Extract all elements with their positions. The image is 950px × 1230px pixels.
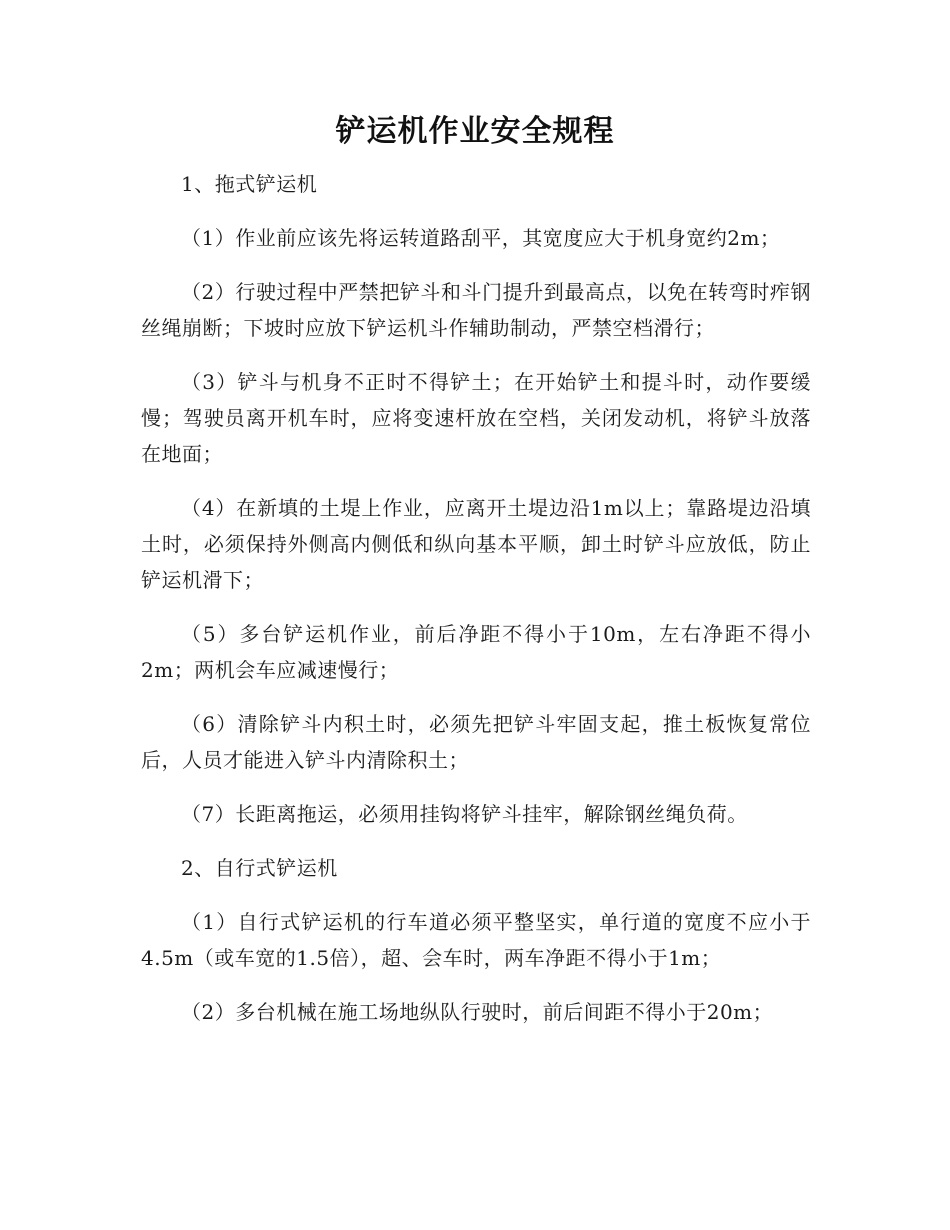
document-body: [141, 166, 811, 1048]
section-heading-self-propelled-scraper: 2、自行式铲运机: [181, 856, 338, 880]
paragraph: （1）作业前应该先将运转道路刮平，其宽度应大于机身宽约2m；: [181, 226, 781, 250]
paragraph: （2）行驶过程中严禁把铲斗和斗门提升到最高点，以免在转弯时痄钢丝绳崩断；下坡时应放下铲运机斗作辅助制动，严禁空档滑行；: [141, 280, 811, 340]
paragraph: （7）长距离拖运，必须用挂钩将铲斗挂牢，解除钢丝绳负荷。: [181, 802, 748, 826]
paragraph: （3）铲斗与机身不正时不得铲土；在开始铲土和提斗时，动作要缓慢；驾驶员离开机车时，应将变速杆放在空档，关闭发动机，将铲斗放落在地面；: [141, 370, 811, 466]
section-heading-towed-scraper: 1、拖式铲运机: [181, 172, 318, 196]
paragraph: （4）在新填的土堤上作业，应离开土堤边沿1m以上；靠路堤边沿填土时，必须保持外侧高内侧低和纵向基本平顺，卸土时铲斗应放低，防止铲运机滑下；: [141, 496, 811, 592]
paragraph: （6）清除铲斗内积土时，必须先把铲斗牢固支起，推土板恢复常位后，人员才能进入铲斗内清除积土；: [141, 712, 811, 772]
document-title: 铲运机作业安全规程: [335, 114, 615, 149]
paragraph: （5）多台铲运机作业，前后净距不得小于10m，左右净距不得小2m；两机会车应减速慢行；: [141, 622, 811, 682]
paragraph: （2）多台机械在施工场地纵队行驶时，前后间距不得小于20m；: [181, 1000, 774, 1024]
paragraph: （1）自行式铲运机的行车道必须平整坚实，单行道的宽度不应小于4.5m（或车宽的1.5倍），超、会车时，两车净距不得小于1m；: [141, 910, 811, 970]
